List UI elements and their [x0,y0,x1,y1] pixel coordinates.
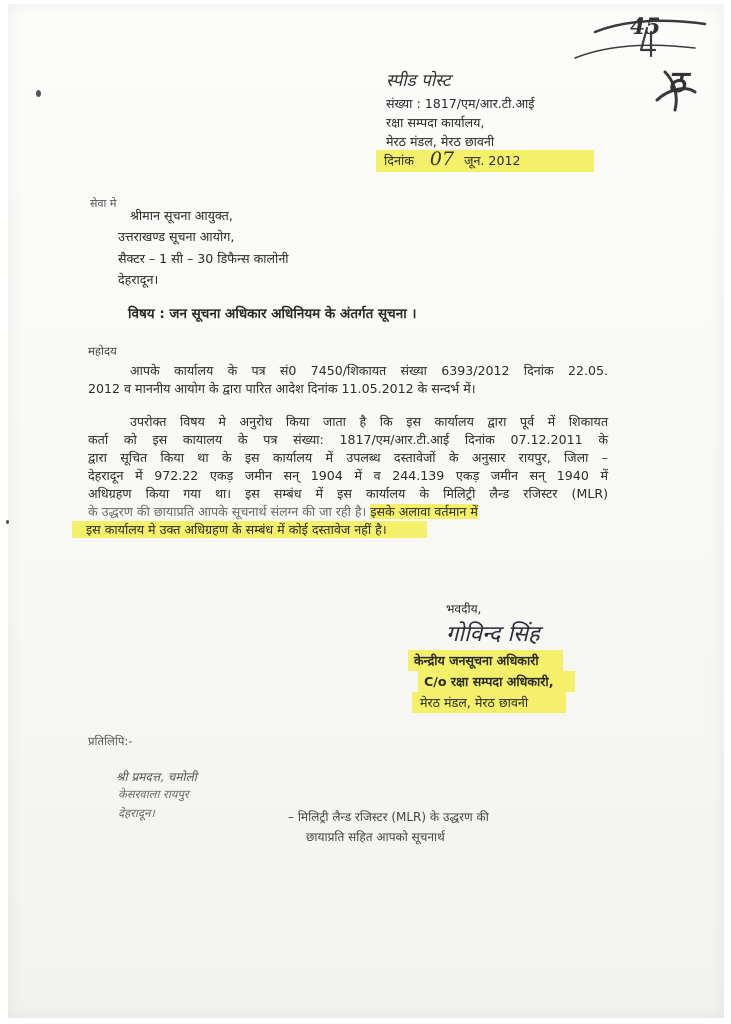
subject-line: विषय : जन सूचना अधिकार अधिनियम के अंतर्गत सूचना । [128,306,417,322]
recipient-line-4: देहरादून। [118,272,159,287]
date-line [376,150,594,172]
para2-highlight: इसके अलावा वर्तमान में [370,504,478,519]
para1-line: आपके कार्यालय के पत्र सं0 7450/शिकायत संख्या 6393/2012 दिनांक 22.05. [130,363,608,378]
copy-label: प्रतिलिपि:- [88,734,133,748]
recipient-line-2: उत्तराखण्ड सूचना आयोग, [118,229,235,244]
para2-line: द्वारा सूचित किया था के इस कार्यालय में उपलब्ध दस्तावेजों के अनुसार रायपुर, जिला – [88,450,608,465]
para2-line: देहरादून में 972.22 एकड़ जमीन सन् 1904 में व 244.139 एकड़ जमीन सन् 1940 में [88,468,608,483]
reference-number: संख्या : 1817/एम/आर.टी.आई [386,96,535,111]
para2-line: उपरोक्त विषय मे अनुरोध किया जाता है कि इस कार्यालय द्वारा पूर्व में शिकायत [130,414,608,429]
annotation-number: 45 [630,14,661,40]
copy-note-line: छायाप्रति सहित आपको सूचनार्थ [306,830,445,844]
para2-line-highlight [72,521,608,539]
annotation-initial: ठ [668,65,686,100]
para2-line: अधिग्रहण किया गया था। इस सम्बंध में इस कार्यालय के मिलिट्री लैन्ड रजिस्टर (MLR) [88,486,608,501]
recipient-line-3: सैक्टर – 1 सी – 30 डिफैन्स कालोनी [118,251,289,266]
date-month-year: जून. 2012 [464,153,521,168]
signoff-office: C/o रक्षा सम्पदा अधिकारी, [418,671,575,692]
ink-speck [6,520,9,524]
ink-speck [36,90,41,97]
para2-highlight: इस कार्यालय मे उक्त अधिग्रहण के सम्बंध में कोई दस्तावेज नहीं है। [72,521,427,538]
date-day: 07 [429,148,455,170]
recipient-line-1: श्रीमान सूचना आयुक्त, [130,208,233,223]
date-label: दिनांक [384,153,414,168]
office-circle: मेरठ मंडल, मेरठ छावनी [386,134,495,149]
signature: गोविन्द सिंह [446,622,540,647]
para2-line-mixed [88,503,608,521]
copy-to-line: केसरवाला रायपुर [118,787,189,801]
salutation-to: सेवा मे [90,197,117,210]
para2-line: के उद्धरण की छायाप्रति आपके सूचनार्थ संलग्न की जा रही है। [88,504,367,519]
greeting: महोदय [88,344,117,358]
para2-line: कर्ता को इस कायालय के पत्र संख्या: 1817/एम/आर.टी.आई दिनांक 07.12.2011 के [88,432,608,447]
paragraph-1 [88,362,608,398]
designation: केन्द्रीय जनसूचना अधिकारी [408,650,563,671]
copy-note-line: – मिलिट्री लैन्ड रजिस्टर (MLR) के उद्धरण की [288,810,489,824]
office-name: रक्षा सम्पदा कार्यालय, [386,115,485,130]
signoff-circle: मेरठ मंडल, मेरठ छावनी [412,692,566,713]
post-mark: स्पीड पोस्ट [386,71,451,91]
copy-to-line: देहरादून। [118,806,155,820]
bhavdiya: भवदीय, [446,602,482,616]
paragraph-2 [88,413,608,539]
copy-to-line: श्री प्रमदत्त, चमोली [116,770,197,784]
para1-line: 2012 व माननीय आयोग के द्वारा पारित आदेश दिनांक 11.05.2012 के सन्दर्भ में। [88,381,476,396]
